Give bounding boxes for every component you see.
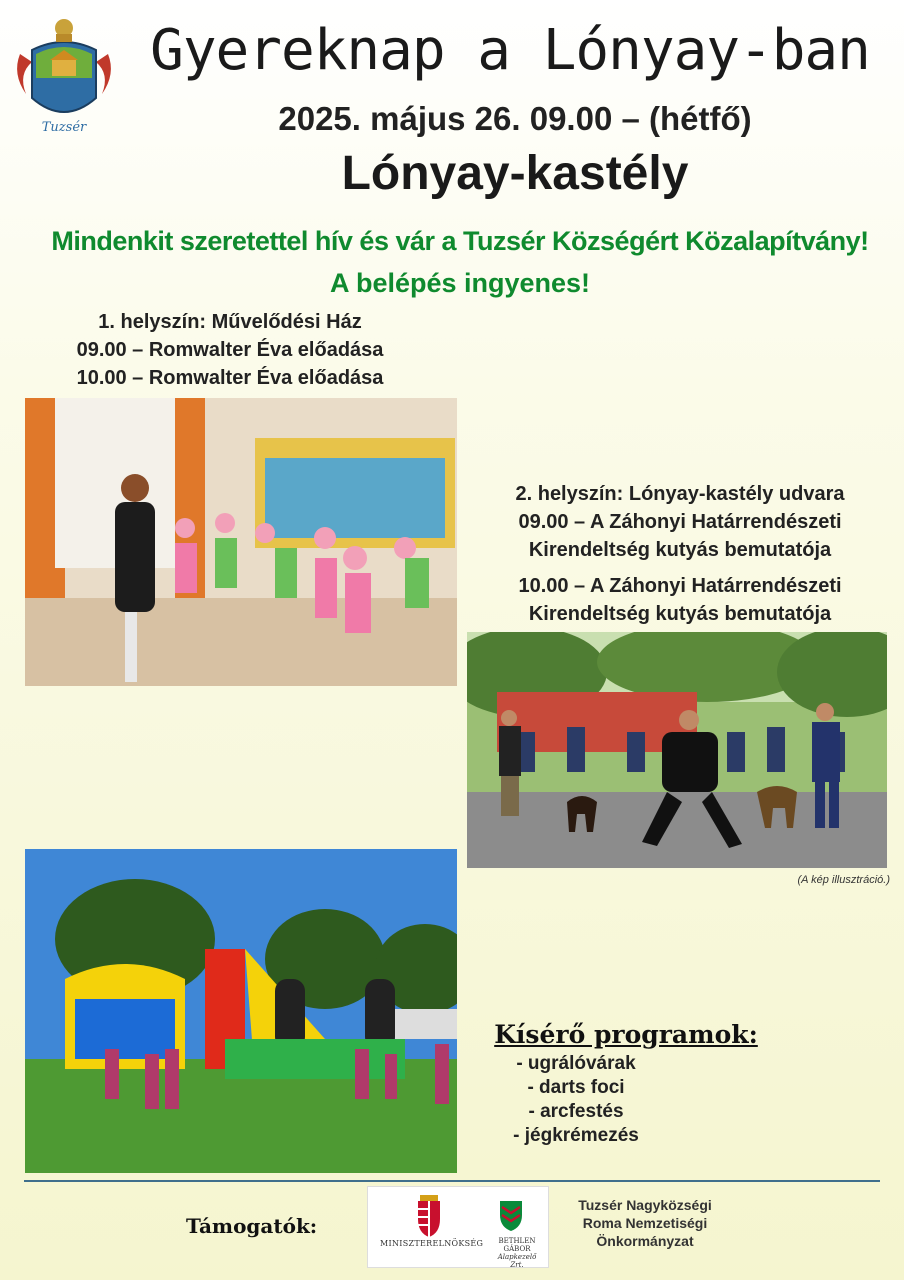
footer-divider [24, 1180, 880, 1182]
sponsor-logo-bethlen-name: BETHLEN GÁBOR [498, 1237, 536, 1253]
side-program-item: - jégkrémezés [513, 1125, 639, 1146]
side-program-item: - arcfestés [528, 1101, 624, 1122]
side-program-item: - ugrálóvárak [516, 1053, 636, 1074]
event-venue: Lónyay-kastély [341, 147, 689, 200]
sponsor-org-line: Tuzsér Nagyközségi [578, 1197, 712, 1213]
location-2-item-line: 09.00 – A Záhonyi Határrendészeti [518, 511, 842, 533]
invitation-text: Mindenkit szeretettel hív és vár a Tuzsér Községért Közalapítvány! [51, 226, 869, 256]
sponsor-logo-prime-ministry: MINISZTERELNÖKSÉG [380, 1239, 484, 1248]
free-entry-text: A belépés ingyenes! [329, 268, 591, 298]
sponsor-organization [560, 1196, 730, 1250]
location-1-heading: 1. helyszín: Művelődési Ház [98, 311, 362, 333]
event-title: Gyereknap a Lónyay-ban [150, 18, 870, 83]
photo-dog-demonstration [467, 632, 887, 868]
location-2-item-line: Kirendeltség kutyás bemutatója [528, 539, 832, 561]
location-1-item: 09.00 – Romwalter Éva előadása [76, 339, 384, 361]
crest-town-name: Tuzsér [41, 120, 87, 135]
sponsor-org-line: Roma Nemzetiségi [582, 1215, 708, 1231]
sponsor-logo-bethlen [490, 1237, 544, 1269]
photo-performance [25, 398, 457, 686]
location-2-schedule [466, 480, 894, 628]
location-1-schedule [20, 308, 440, 392]
coat-of-arms [12, 14, 116, 140]
location-2-item-line: 10.00 – A Záhonyi Határrendészeti [518, 575, 842, 597]
location-1-item: 10.00 – Romwalter Éva előadása [76, 367, 384, 389]
location-2-item-line: Kirendeltség kutyás bemutatója [528, 603, 832, 625]
sponsor-logos [367, 1186, 549, 1268]
photo-bouncy-castles [25, 849, 457, 1173]
location-2-heading: 2. helyszín: Lónyay-kastély udvara [515, 483, 845, 505]
side-programs-list [476, 1052, 676, 1148]
photo-caption: (A kép illusztráció.) [797, 874, 890, 886]
sponsor-logo-bethlen-sub: Alapkezelő Zrt. [497, 1253, 537, 1269]
event-date: 2025. május 26. 09.00 – (hétfő) [278, 100, 752, 137]
sponsors-label: Támogatók: [186, 1214, 318, 1238]
sponsor-org-line: Önkormányzat [596, 1233, 694, 1249]
side-program-item: - darts foci [527, 1077, 625, 1098]
side-programs-title: Kísérő programok: [494, 1020, 758, 1049]
